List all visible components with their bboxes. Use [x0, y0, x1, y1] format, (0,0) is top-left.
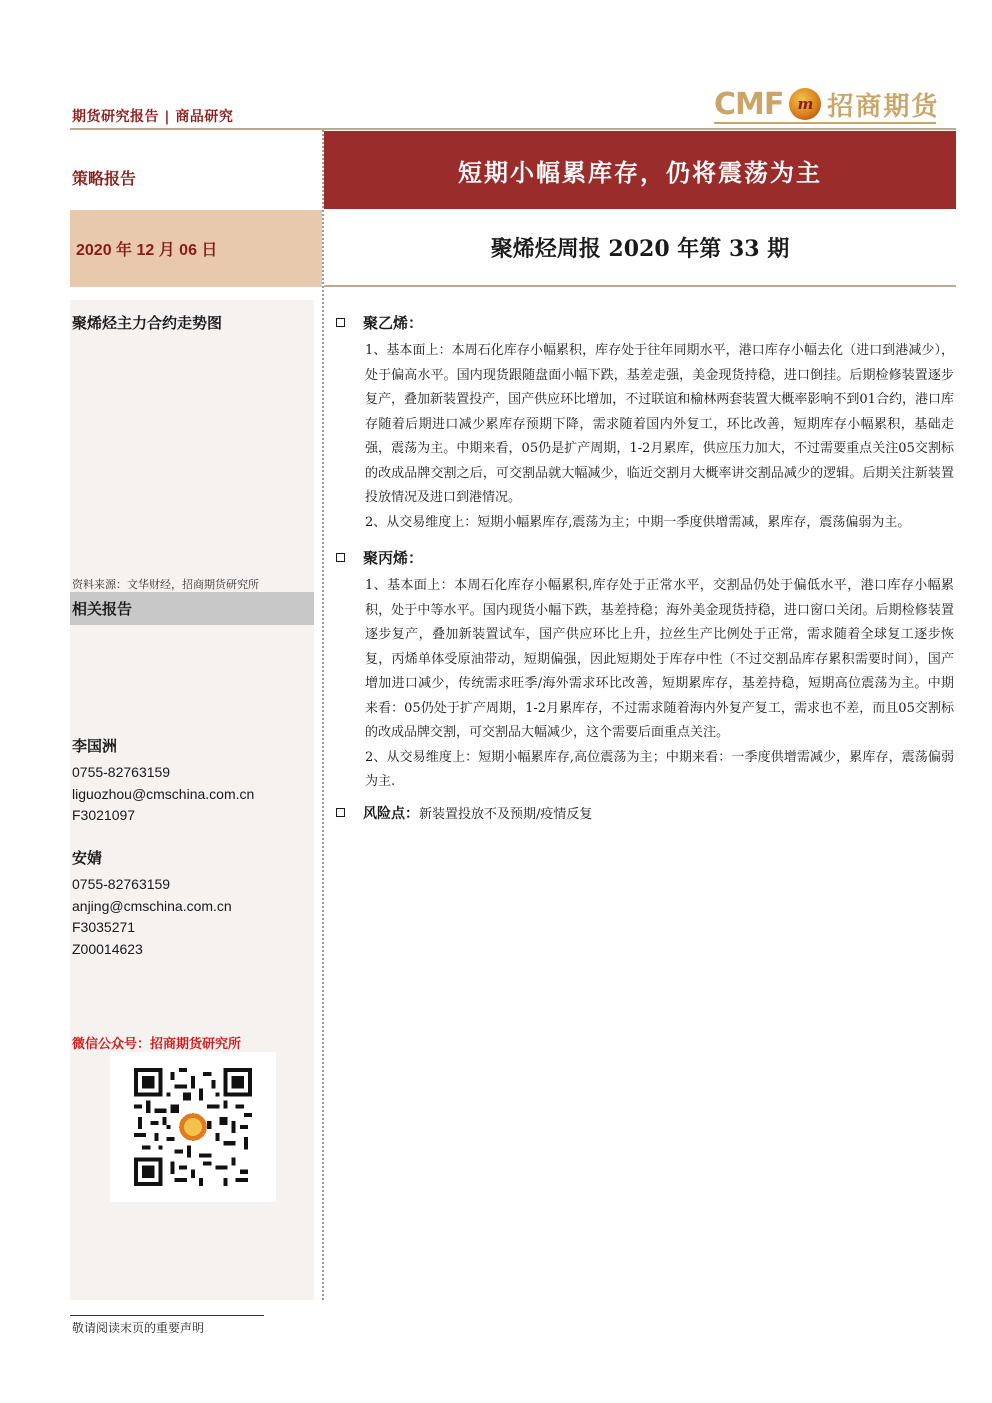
report-body — [334, 312, 954, 823]
logo-company-name: 招商期货 — [827, 91, 940, 122]
analyst-phone: 0755-82763159 — [72, 876, 171, 892]
paragraph: 1、基本面上：本周石化库存小幅累积,库存处于正常水平，交割品仍处于偏低水平，港口库存小幅累积，处于中等水平。国内现货小幅下跌，基差持稳；海外美金现货持稳，进口窗口关闭。后期检修装置逐步复产，叠加新装置试车，国产供应环比上升，拉丝生产比例处于正常，需求随着全球复工逐步恢复，丙烯单体受原油带动，短期偏强，因此短期处于库存中性（不过交割品库存累积需要时间），国产增加进口减少，传统需求旺季/海外需求环比改善，短期累库存，基差持稳，短期高位震荡为主。中期来看：05仍处于扩产周期，1-2月累库存，不过需求随着海内外复产复工，需求也不差，而且05交割标的改成品牌交割，可交割品大幅减少，这个需要后面重点关注。 — [365, 578, 954, 740]
section-heading — [334, 312, 954, 333]
related-reports-label: 相关报告 — [72, 600, 133, 618]
title-banner — [324, 131, 956, 209]
footer-divider — [70, 1315, 264, 1316]
subtitle-block — [324, 210, 956, 285]
wechat-account: 微信公众号：招商期货研究所 — [72, 1037, 242, 1052]
paragraph: 1、基本面上：本周石化库存小幅累积，库存处于往年同期水平，港口库存小幅去化（进口到港减少），处于偏高水平。国内现货跟随盘面小幅下跌，基差走强，美金现货持稳，进口倒挂。后期检修装置逐步复产，叠加新装置投产，国产供应环比增加，不过联谊和榆林两套装置大概率影响不到01合约，港口库存随着后期进口减少累库存预期下降，需求随着国内外复工，环比改善，短期库存小幅累积，基础走强，震荡为主。中期来看，05仍是扩产周期，1-2月累库，供应压力加大，不过需要重点关注05交割标的改成品牌交割之后，可交割品就大幅减少，临近交割月大概率讲交割品减少的逻辑。后期关注新装置投放情况及进口到港情况。 — [365, 343, 954, 505]
risk-label: 风险点： — [363, 805, 419, 822]
analyst-license: F3021097 — [72, 807, 136, 823]
company-logo — [714, 84, 939, 124]
risk-section — [334, 803, 954, 823]
analyst-phone: 0755-82763159 — [72, 764, 171, 780]
analyst-email[interactable]: liguozhou@cmschina.com.cn — [72, 785, 255, 802]
logo-cmf-text: CMF — [714, 86, 784, 122]
checkbox-bullet-icon — [336, 553, 345, 562]
section-heading — [334, 547, 954, 568]
paragraph: 2、从交易维度上：短期小幅累库存,震荡为主；中期一季度供增需减，累库存，震荡偏弱为主。 — [365, 514, 911, 530]
subtitle-divider — [324, 285, 956, 287]
header-divider — [70, 128, 956, 130]
paragraph: 2、从交易维度上：短期小幅累库存,高位震荡为主；中期来看：一季度供增需减少，累库存，震荡偏弱为主. — [365, 749, 954, 789]
analyst-license: Z00014623 — [72, 940, 143, 957]
related-reports-header — [70, 592, 314, 625]
analyst-email[interactable]: anjing@cmschina.com.cn — [72, 897, 232, 914]
section-heading-text: 聚丙烯： — [363, 549, 424, 567]
report-date: 2020 年 12 月 06 日 — [76, 242, 218, 259]
checkbox-bullet-icon — [336, 808, 345, 817]
analyst-license: F3035271 — [72, 919, 136, 935]
logo-underline — [714, 122, 936, 124]
logo-badge-icon: m — [789, 88, 821, 120]
chart-source: 资料来源：文华财经，招商期货研究所 — [72, 578, 259, 591]
report-category: 期货研究报告 | 商品研究 — [72, 109, 234, 125]
qr-code[interactable] — [110, 1052, 276, 1202]
analyst-contact — [72, 847, 232, 960]
analyst-name: 李国洲 — [72, 737, 118, 755]
section-polyethylene — [334, 312, 954, 535]
date-banner — [70, 210, 322, 287]
report-title: 短期小幅累库存，仍将震荡为主 — [458, 157, 822, 187]
footer-disclaimer: 敬请阅读末页的重要声明 — [72, 1321, 205, 1335]
analyst-name: 安婧 — [72, 849, 103, 867]
section-heading-text: 聚乙烯： — [363, 314, 424, 332]
risk-text: 新装置投放不及预期/疫情反复 — [419, 807, 593, 822]
chart-title: 聚烯烃主力合约走势图 — [72, 314, 223, 332]
report-type: 策略报告 — [72, 169, 137, 188]
section-polypropylene — [334, 547, 954, 795]
qr-code-icon — [134, 1068, 252, 1186]
report-subtitle: 聚烯烃周报 2020 年第 33 期 — [490, 236, 790, 262]
analyst-contact — [72, 735, 254, 827]
checkbox-bullet-icon — [336, 318, 345, 327]
column-separator — [322, 130, 324, 1300]
